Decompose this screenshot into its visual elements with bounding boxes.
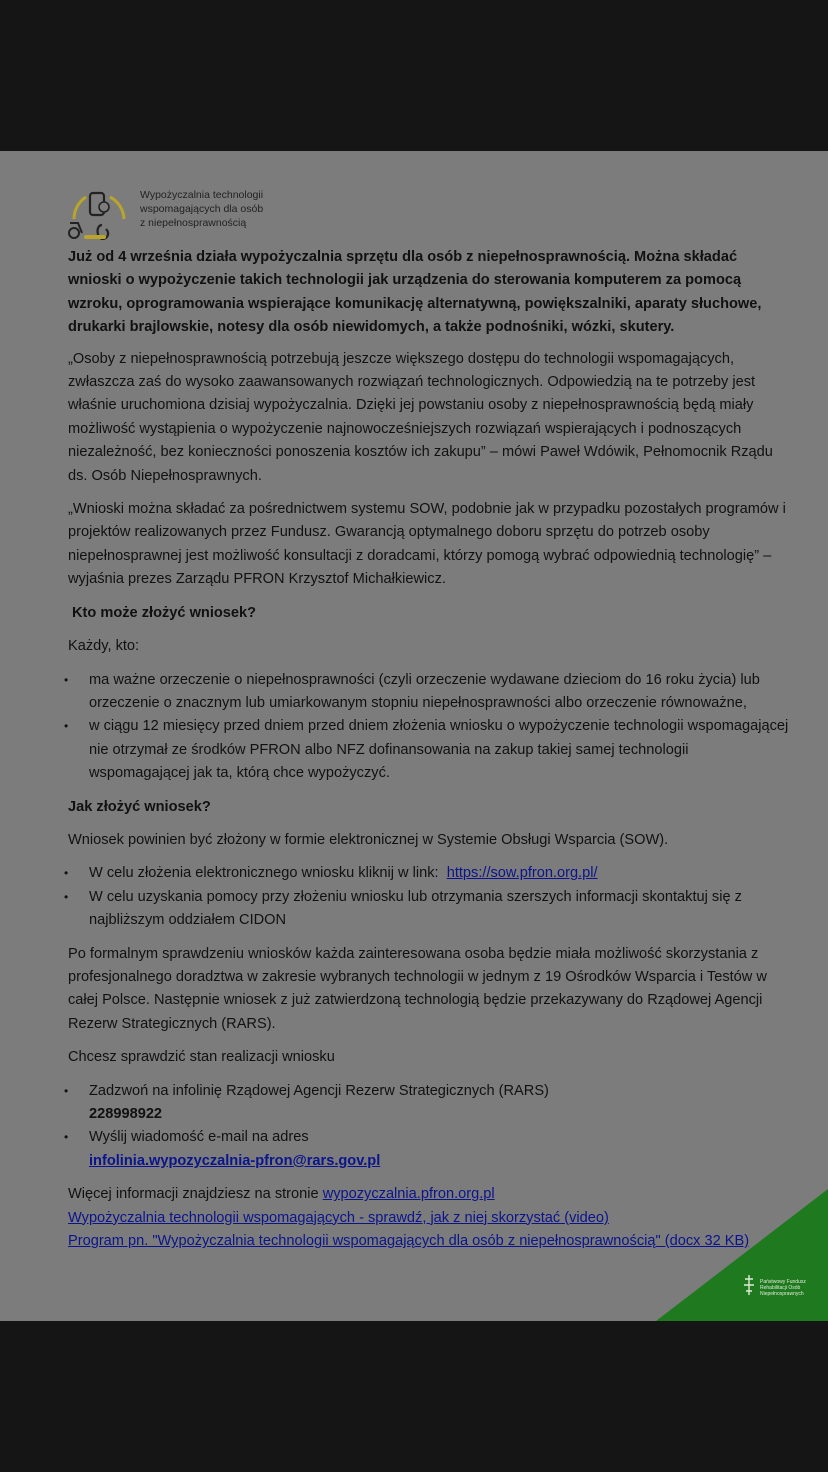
phone-number: 228998922 xyxy=(89,1106,163,1122)
how-list-item xyxy=(68,862,792,885)
who-heading: Kto może złożyć wniosek? xyxy=(72,604,257,621)
pfron-line: Państwowy Fundusz xyxy=(760,1279,806,1285)
who-intro: Każdy, kto: xyxy=(68,638,140,655)
program-docx-link[interactable]: Program pn. "Wypożyczalnia technologii wspomagających dla osób z niepełnosprawnością" (docx 32 KB) xyxy=(68,1233,750,1250)
logo-line: wspomagających dla osób xyxy=(140,203,264,215)
pfron-line: Rehabilitacji Osób xyxy=(760,1285,801,1291)
mail-text: • Wyślij wiadomość e-mail na adres xyxy=(89,1129,309,1146)
green-corner-decoration xyxy=(656,1189,828,1321)
call-text: • Zadzwoń na infolinię Rządowej Agencji Rezerw Strategicznych (RARS) xyxy=(89,1082,549,1099)
status-list-item xyxy=(68,1126,792,1173)
status-list xyxy=(68,1080,792,1174)
how-intro: Wniosek powinien być złożony w formie elektronicznej w Systemie Obsługi Wsparcia (SOW). xyxy=(68,831,669,848)
logo-caption xyxy=(140,188,263,230)
sow-link[interactable]: https://sow.pfron.org.pl/ xyxy=(446,865,598,882)
article-body xyxy=(68,246,792,1253)
assistive-tech-logo-icon xyxy=(66,189,130,243)
logo-line: Wypożyczalnia technologii xyxy=(140,189,264,201)
pfron-line: Niepełnosprawnych xyxy=(760,1291,804,1297)
formal-paragraph: Po formalnym sprawdzeniu wniosków każda zainteresowana osoba będzie miała możliwość skorzystania z profesjonalnego doradztwa w zakresie wybranych technologii w jednym z 19 Ośrodków Wsparcia i Testów w całej Polsce. Następnie wniosek z już zatwierdzoną technologią będzie przekazywany do Rządowej Agencji Rezerw Strategicznych (RARS). xyxy=(68,945,767,1032)
who-list-item: • w ciągu 12 miesięcy przed dniem przed dniem złożenia wniosku o wypożyczenie technologii wspomagającej nie otrzymał ze środków PFRON albo NFZ dofinansowania na zakup takiej samej technologii wspomagającej jak ta, którą chce wypożyczyć. xyxy=(68,715,792,785)
how-list xyxy=(68,862,792,932)
how-heading: Jak złożyć wniosek? xyxy=(68,798,211,815)
pfron-logo-icon xyxy=(742,1273,756,1297)
quote-paragraph-president: „Wnioski można składać za pośrednictwem systemu SOW, podobnie jak w przypadku pozostałych programów i projektów realizowanych przez Fundusz. Gwarancją optymalnego doboru sprzętu do potrzeb osoby niepełnosprawnej jest możliwość konsultacji z doradcami, którzy pomogą wybrać odpowiednią technologię” – wyjaśnia prezes Zarządu PFRON Krzysztof Michałkiewicz. xyxy=(68,501,786,588)
pfron-caption xyxy=(760,1279,810,1297)
who-list-item: • ma ważne orzeczenie o niepełnosprawności (czyli orzeczenie wydawane dzieciom do 16 roku życia) lub orzeczenie o znacznym lub umiarkowanym stopniu niepełnosprawności albo orzeczenie równoważne, xyxy=(68,669,792,716)
logo-line: z niepełnosprawnością xyxy=(140,217,247,229)
how-item-text: W celu złożenia elektronicznego wniosku kliknij w link: xyxy=(89,865,439,882)
quote-paragraph-minister: „Osoby z niepełnosprawnością potrzebują jeszcze większego dostępu do technologii wspomagających, zwłaszcza zaś do wysoko zaawansowanych rozwiązań technologicznych. Odpowiedzią na te potrzeby jest właśnie uruchomiona dzisiaj wypożyczalnia. Dzięki jej powstaniu osoby z niepełnosprawnością będą miały możliwość wystąpienia o wypożyczenie najnowocześniejszych rozwiązań wspierających i podnoszących niezależność, bez konieczności ponoszenia kosztów ich zakupu” – mówi Paweł Wdówik, Pełnomocnik Rządu ds. Osób Niepełnosprawnych. xyxy=(68,350,773,484)
status-list-item xyxy=(68,1080,792,1127)
email-link[interactable]: infolinia.wypozyczalnia-pfron@rars.gov.pl xyxy=(89,1152,381,1169)
lead-paragraph: Już od 4 września działa wypożyczalnia sprzętu dla osób z niepełnosprawnością. Można składać wnioski o wypożyczenie takich technologii jak urządzenia do sterowania komputerem za pomocą wzroku, oprogramowania wspierające komunikację alternatywną, powiększalniki, aparaty słuchowe, drukarki brajlowskie, notesy dla osób niewidomych, a także podnośniki, wózki, skutery. xyxy=(68,249,762,336)
status-intro: Chcesz sprawdzić stan realizacji wniosku xyxy=(68,1049,335,1066)
more-info-text: Więcej informacji znajdziesz na stronie xyxy=(68,1186,319,1203)
document-page xyxy=(0,151,828,1321)
who-list xyxy=(68,669,792,786)
video-link[interactable]: Wypożyczalnia technologii wspomagających - sprawdź, jak z niej skorzystać (video) xyxy=(68,1209,609,1226)
site-link[interactable]: wypozyczalnia.pfron.org.pl xyxy=(322,1186,495,1203)
how-list-item: • W celu uzyskania pomocy przy złożeniu wniosku lub otrzymania szerszych informacji skontaktuj się z najbliższym oddziałem CIDON xyxy=(68,886,792,933)
